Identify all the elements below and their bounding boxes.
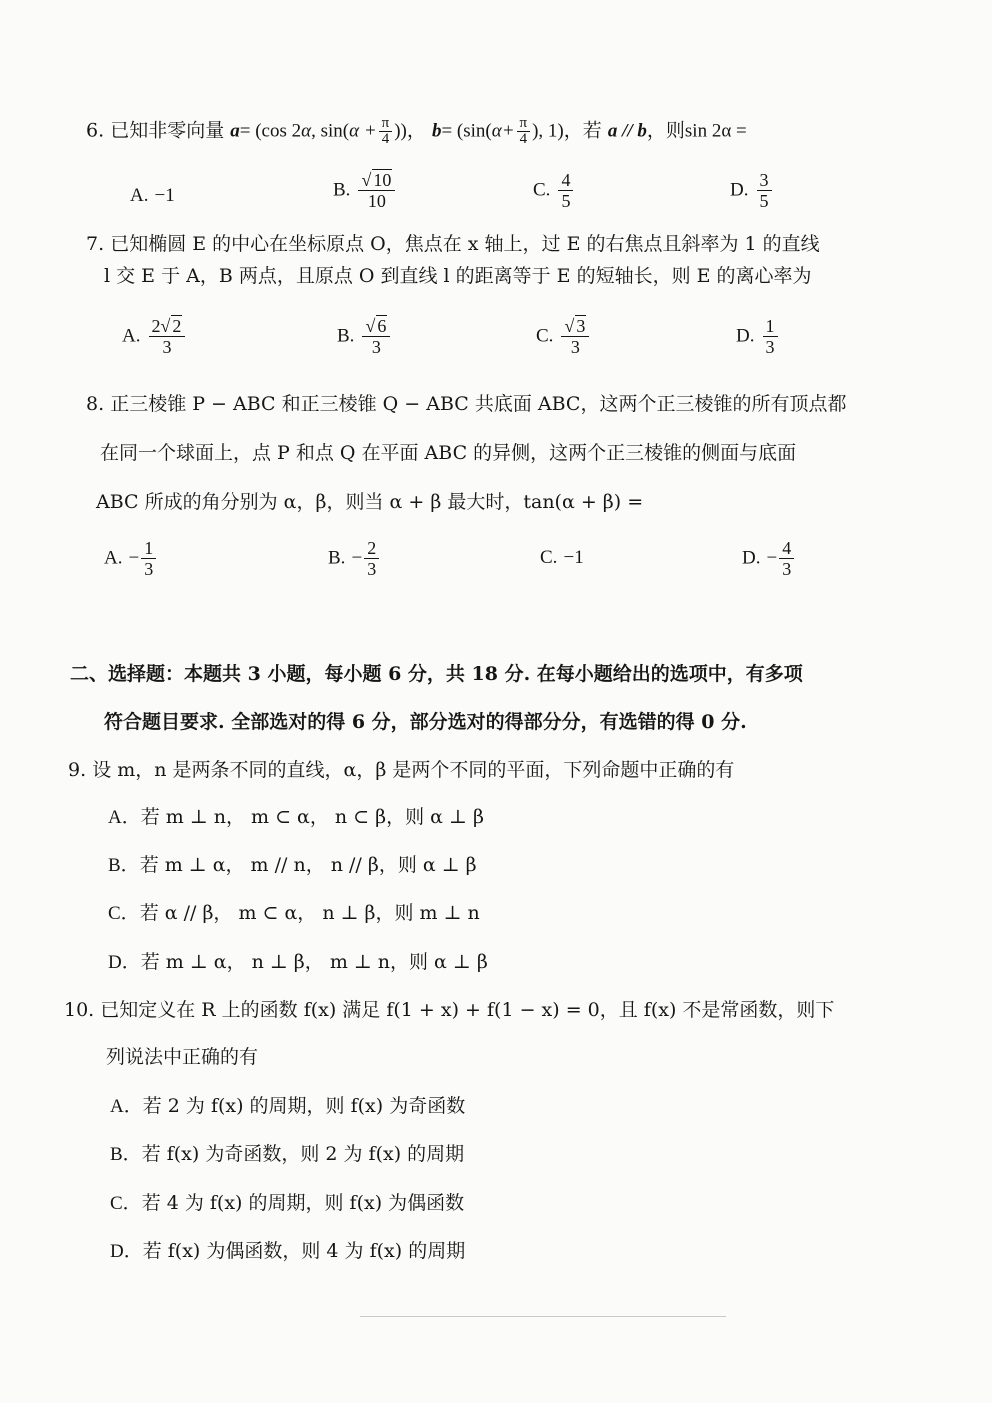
stem-text: 在同一个球面上，点 P 和点 Q 在平面 ABC 的异侧，这两个正三棱锥的侧面与底面 [100, 442, 797, 464]
stem-text: ，则 [646, 119, 685, 142]
question-10-stem-line2 [106, 1045, 258, 1069]
option-label: B. [328, 547, 346, 569]
option-label: D. [736, 325, 755, 347]
stem-text: 已知椭圆 E 的中心在坐标原点 O，焦点在 x 轴上，过 E 的右焦点且斜率为 1 的直线 [110, 233, 820, 255]
q6-option-d[interactable] [730, 170, 774, 211]
option-text: 若 f(x) 为奇函数，则 2 为 f(x) 的周期 [141, 1143, 465, 1165]
question-8-stem-line2 [100, 441, 796, 465]
question-number: 7. [86, 233, 105, 255]
fraction: $\frac{2}{3}$ [364, 538, 379, 579]
q8-option-a[interactable] [104, 538, 158, 579]
fraction: $\frac{√ 6}{3}$ [362, 316, 390, 357]
question-number: 9. [68, 759, 87, 781]
fraction: $\frac{√ 3}{3}$ [561, 316, 589, 357]
section-2-heading [70, 662, 803, 686]
option-text: 若 α // β， m ⊂ α， n ⊥ β，则 m ⊥ n [139, 902, 480, 924]
vector-b: b [431, 120, 442, 142]
q10-option-a[interactable] [110, 1094, 465, 1119]
question-7-stem-line1 [86, 232, 820, 256]
option-label: D． [108, 952, 141, 973]
parallel-condition: a // b [607, 120, 647, 142]
stem-text: 列说法中正确的有 [106, 1046, 259, 1068]
option-label: A. [130, 185, 149, 206]
q7-option-b[interactable] [337, 316, 392, 357]
question-10-stem-line1 [64, 998, 834, 1022]
section-instructions: 二、选择题：本题共 3 小题，每小题 6 分，共 18 分. 在每小题给出的选项中，有多项 [70, 663, 803, 685]
math-text: ), 1)，若 [532, 120, 602, 142]
fraction: $\frac{4}{3}$ [779, 538, 794, 579]
option-label: A. [122, 325, 141, 347]
q8-option-d[interactable] [742, 538, 796, 579]
option-text: 若 f(x) 为偶函数，则 4 为 f(x) 的周期 [142, 1240, 466, 1262]
fraction: $\frac{1}{3}$ [763, 316, 778, 357]
q8-option-c[interactable] [540, 545, 584, 570]
option-sign: − [351, 547, 363, 569]
question-number: 8. [86, 393, 105, 415]
option-label: B. [333, 179, 351, 201]
q9-option-a[interactable] [108, 805, 484, 830]
q9-option-c[interactable] [108, 901, 480, 926]
math-text: ))， [394, 120, 426, 142]
question-7-stem-line2 [104, 264, 812, 288]
stem-text: 已知非零向量 [110, 119, 225, 142]
question-6-stem [86, 116, 747, 147]
section-instructions: 符合题目要求. 全部选对的得 6 分，部分选对的得部分分，有选错的得 0 分. [104, 711, 747, 733]
fraction: $\frac{3}{5}$ [757, 170, 772, 211]
stem-text: l 交 E 于 A，B 两点，且原点 O 到直线 l 的距离等于 E 的短轴长，则 E 的离心率为 [104, 265, 812, 287]
math-text: = (sin( [441, 120, 492, 142]
math-text: , sin( [311, 120, 350, 142]
option-value: −1 [154, 185, 175, 206]
fraction: $\frac{1}{3}$ [141, 538, 156, 579]
q7-option-d[interactable] [736, 316, 780, 357]
option-label: B． [108, 855, 140, 876]
option-sign: − [766, 547, 778, 569]
question-8-stem-line1 [86, 392, 846, 416]
q6-option-a[interactable] [130, 183, 175, 208]
option-text: 若 m ⊥ α， n ⊥ β， m ⊥ n，则 α ⊥ β [140, 951, 488, 973]
q10-option-d[interactable] [110, 1239, 465, 1264]
q7-option-c[interactable] [536, 316, 591, 357]
option-text: 若 4 为 f(x) 的周期，则 f(x) 为偶函数 [141, 1192, 465, 1214]
fraction: $\frac{2√ 2}{3}$ [149, 316, 186, 357]
option-label: A． [110, 1096, 143, 1117]
option-label: A． [108, 807, 141, 828]
option-label: B． [110, 1144, 142, 1165]
math-text: α + [349, 120, 377, 142]
option-label: C． [110, 1193, 142, 1214]
option-text: 若 m ⊥ α， m // n， n // β，则 α ⊥ β [139, 854, 477, 876]
fraction: $\frac{4}{5}$ [558, 170, 573, 211]
option-text: 若 m ⊥ n， m ⊂ α， n ⊂ β，则 α ⊥ β [140, 806, 484, 828]
q9-option-b[interactable] [108, 853, 477, 878]
q10-option-c[interactable] [110, 1191, 464, 1216]
option-label: C. [540, 547, 558, 568]
q10-option-b[interactable] [110, 1142, 464, 1167]
option-value: −1 [563, 547, 584, 568]
q7-option-a[interactable] [122, 316, 187, 357]
option-label: D. [742, 547, 761, 569]
option-sign: − [128, 547, 140, 569]
question-8-stem-line3 [96, 490, 643, 514]
stem-text: ABC 所成的角分别为 α，β，则当 α + β 最大时，tan(α + β) = [96, 491, 644, 513]
option-label: C． [108, 903, 140, 924]
math-text: α+ [491, 120, 515, 142]
option-text: 若 2 为 f(x) 的周期，则 f(x) 为奇函数 [142, 1095, 466, 1117]
math-text: α [301, 120, 312, 142]
option-label: B. [337, 325, 355, 347]
footer-divider [360, 1316, 726, 1317]
vector-a: a [230, 120, 240, 142]
q6-option-c[interactable] [533, 170, 575, 211]
stem-text: 正三棱锥 P − ABC 和正三棱锥 Q − ABC 共底面 ABC，这两个正三棱锥的所有顶点都 [110, 393, 847, 415]
fraction: $\frac{√ 10}{10}$ [358, 170, 395, 211]
option-label: C. [536, 325, 554, 347]
question-number: 6. [86, 119, 105, 142]
option-label: A. [104, 547, 123, 569]
option-label: D. [730, 179, 749, 201]
q6-option-b[interactable] [333, 170, 397, 211]
stem-text: 已知定义在 R 上的函数 f(x) 满足 f(1 + x) + f(1 − x) = 0，且 f(x) 不是常函数，则下 [100, 999, 835, 1021]
option-label: D． [110, 1241, 143, 1262]
section-2-heading-line2 [104, 710, 747, 734]
q9-option-d[interactable] [108, 950, 488, 975]
stem-text: 设 m，n 是两条不同的直线，α，β 是两个不同的平面，下列命题中正确的有 [92, 759, 735, 781]
fraction-pi-over-4: $\frac{\pi}{4}$ [517, 116, 531, 147]
q8-option-b[interactable] [328, 538, 381, 579]
question-9-stem [68, 758, 734, 782]
option-label: C. [533, 179, 551, 201]
math-text: = (cos 2 [239, 120, 302, 142]
fraction-pi-over-4: $\frac{\pi}{4}$ [379, 116, 393, 147]
question-number: 10. [64, 999, 95, 1021]
math-text: sin 2α = [684, 120, 747, 142]
